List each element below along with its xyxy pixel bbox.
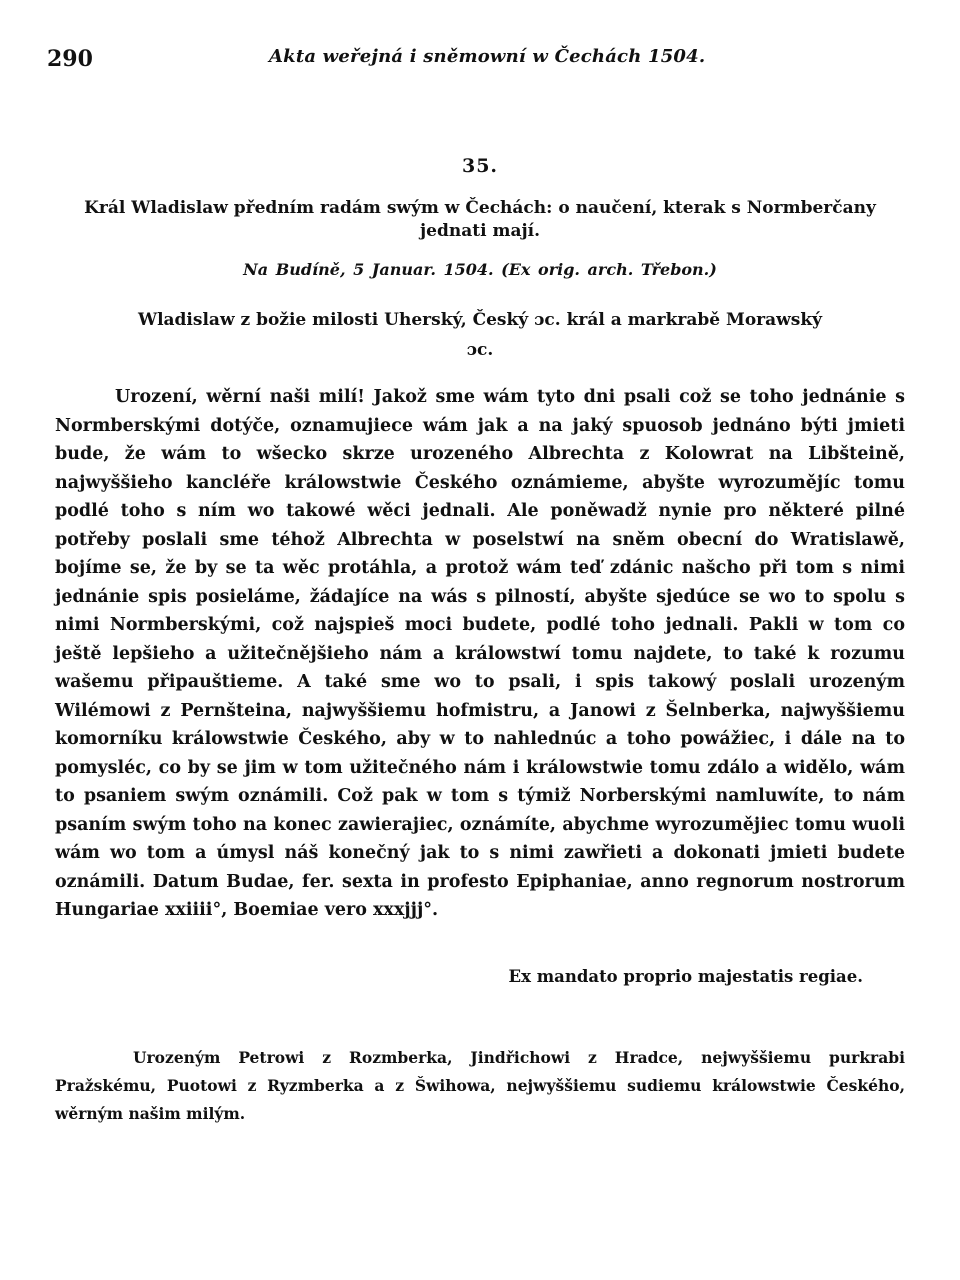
page-number: 290 [47, 46, 93, 72]
document-signature: Ex mandato proprio majestatis regiae. [508, 966, 863, 986]
document-address: Urozeným Petrowi z Rozmberka, Jindřichowi z Hradce, nejwyššiemu purkrabi Pražskému, Puotowi z Ryzmberka a z Šwihowa, nejwyššiemu sudiemu králowstwie Českého, wěrným našim milým. [55, 1047, 905, 1123]
document-number: 35. [461, 155, 499, 177]
document-body: Urození, wěrní naši milí! Jakož sme wám tyto dni psali což se toho jednánie s Normberskými dotýče, oznamujiece wám jak a na jaký spuosob jednáno býti jmieti bude, že wám to wšecko skrze urozeného Albrechta z Kolowrat na Libšteině, najwyššieho kancléře králowstwie Českého oznámieme, abyšte wyrozumějíc tomu podlé toho s ním wo takowé wěci jednali. Ale poněwadž nynie pro některé pilné potřeby poslali sme téhož Albrechta w poselstwí na sněm obecní do Wratislawě, bojíme se, že by se ta wěc protáhla, a protož wám teď zdánic našcho při tom s nimi jednánie spis posieláme, žádajíce na wás s pilností, abyšte sjedúce se wo to spolu s nimi Normberskými, což najspieš moci budete, podlé toho jednali. Pakli w tom co ještě lepšieho a užitečnějšieho nám a králowstwí tomu najdete, to také k rozumu wašemu připauštieme. A také sme wo to psali, i spis takowý poslali urozeným Wilémowi z Pernšteina, najwyššiemu hofmistru, a Janowi z Šelnberka, najwyššiemu komorníku králowstwie Českého, aby w to nahlednúc a toho powážiec, i dále na to pomysléc, co by se jim w tom užitečného nám i králowstwie tomu zdálo a widělo, wám to psaniem swým oznámili. Což pak w tom s týmiž Norberskými namluwíte, to nám psaním swým toho na konec zawierajiec, oznámíte, abychme wyrozumějiec tomu wuoli wám wo tom a úmysl náš konečný jak to s nimi zawřieti a dokonati jmieti budete oznámili. Datum Budae, fer. sexta in profesto Epiphaniae, anno regnorum nostrorum Hungariae xxiiii°, Boemiae vero xxxjjj°. [55, 387, 905, 920]
document-dateline: Na Budíně, 5 Januar. 1504. (Ex orig. arch. Třebon.) [243, 260, 717, 279]
document-page [47, 38, 905, 1128]
document-heading: Král Wladislaw předním radám swým w Čechách: o naučení, kterak s Normberčany jednati mají. [84, 198, 876, 241]
running-title: Akta weřejná i sněmowní w Čechách 1504. [269, 46, 706, 67]
document-salutation: Wladislaw z božie milosti Uherský, Český ɔc. král a markrabě Morawský ɔc. [137, 310, 822, 360]
page-header [47, 38, 905, 78]
